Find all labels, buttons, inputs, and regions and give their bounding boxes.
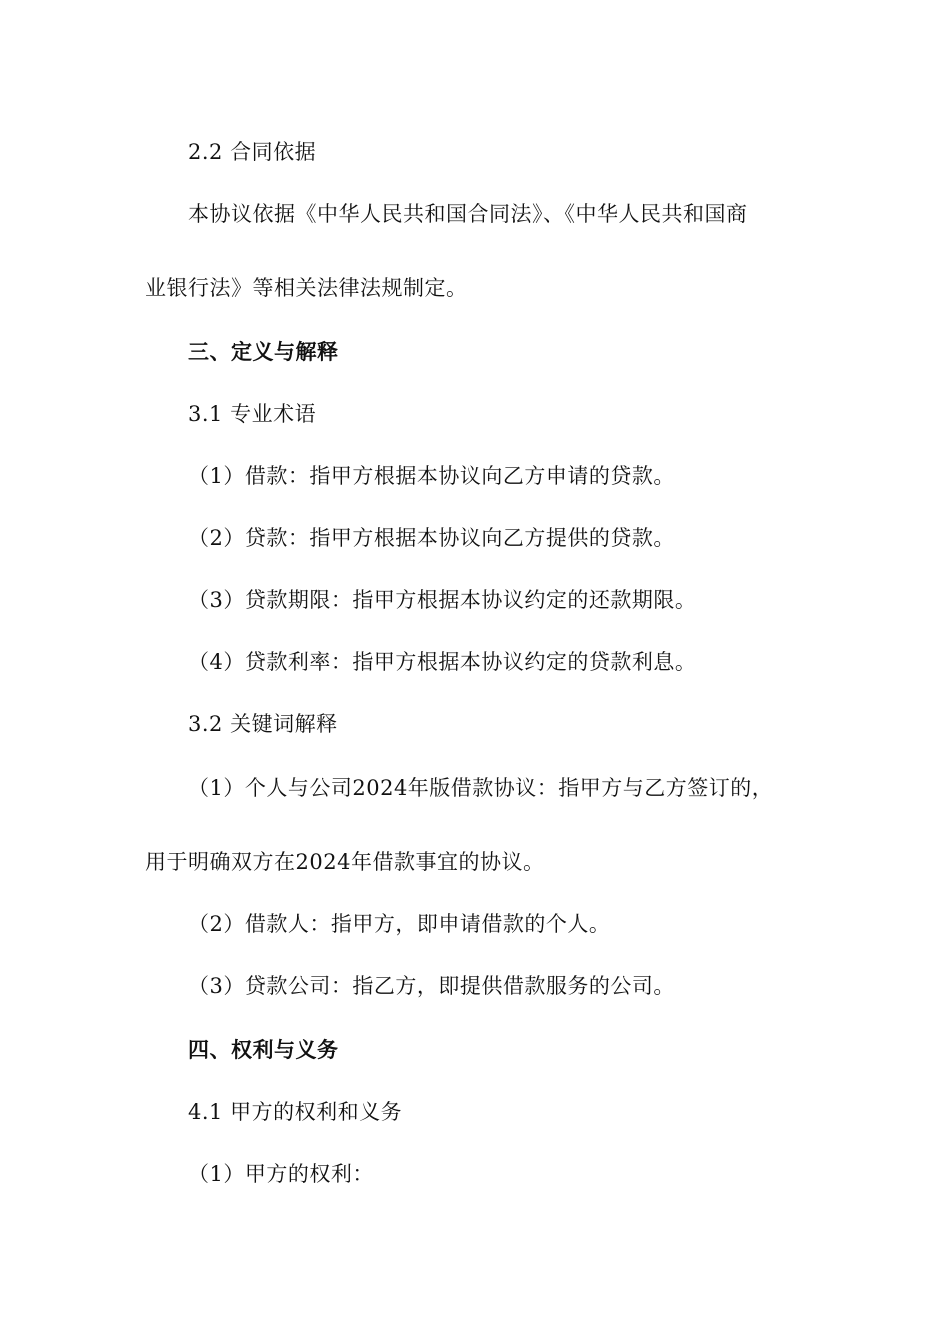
section-3-heading: 三、定义与解释 bbox=[188, 340, 339, 364]
section-2-2-paragraph-line-1: 本协议依据《中华人民共和国合同法》、《中华人民共和国商 bbox=[188, 202, 748, 226]
section-4-heading: 四、权利与义务 bbox=[188, 1038, 339, 1062]
keyword-item-1-line-2: 用于明确双方在2024年借款事宜的协议。 bbox=[145, 850, 545, 874]
section-2-2-paragraph-line-2: 业银行法》等相关法律法规制定。 bbox=[145, 276, 468, 300]
term-item-1: （1）借款：指甲方根据本协议向乙方申请的贷款。 bbox=[188, 464, 675, 488]
rights-item-1: （1）甲方的权利： bbox=[188, 1162, 374, 1186]
section-3-2-heading: 3.2 关键词解释 bbox=[188, 712, 338, 736]
section-3-1-heading: 3.1 专业术语 bbox=[188, 402, 317, 426]
keyword-item-2: （2）借款人：指甲方，即申请借款的个人。 bbox=[188, 912, 611, 936]
term-item-3: （3）贷款期限：指甲方根据本协议约定的还款期限。 bbox=[188, 588, 697, 612]
section-4-1-heading: 4.1 甲方的权利和义务 bbox=[188, 1100, 403, 1124]
term-item-4: （4）贷款利率：指甲方根据本协议约定的贷款利息。 bbox=[188, 650, 697, 674]
keyword-item-1-line-1: （1）个人与公司2024年版借款协议：指甲方与乙方签订的， bbox=[188, 776, 774, 800]
term-item-2: （2）贷款：指甲方根据本协议向乙方提供的贷款。 bbox=[188, 526, 675, 550]
section-2-2-heading: 2.2 合同依据 bbox=[188, 140, 317, 164]
keyword-item-3: （3）贷款公司：指乙方，即提供借款服务的公司。 bbox=[188, 974, 675, 998]
